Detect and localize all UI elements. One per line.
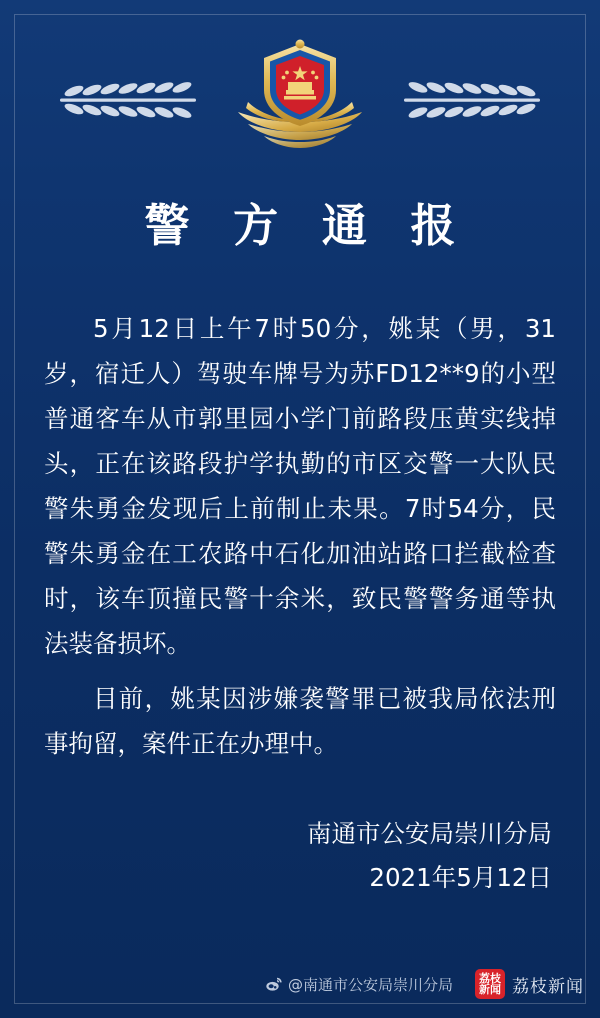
brand-logo [475, 969, 584, 999]
poster-footer [0, 958, 600, 1010]
wheat-decoration-left [48, 78, 208, 122]
poster-header [0, 0, 600, 175]
police-badge-icon [230, 36, 370, 156]
notice-paragraph-2: 目前，姚某因涉嫌袭警罪已被我局依法刑事拘留，案件正在办理中。 [44, 684, 556, 758]
brand-mark-line1: 荔枝 [479, 972, 501, 985]
notice-body [44, 306, 556, 766]
weibo-icon [265, 975, 283, 993]
brand-mark-line2: 新闻 [479, 983, 501, 996]
weibo-account [265, 974, 453, 995]
signature-block [0, 812, 552, 900]
notice-paragraph-1: 5月12日上午7时50分，姚某（男，31岁，宿迁人）驾驶车牌号为苏FD12**9的小型普通客车从市郭里园小学门前路段压黄实线掉头，正在该路段护学执勤的市区交警一大队民警朱勇金发现后上前制止未果。7时54分，民警朱勇金在工农路中石化加油站路口拦截检查时，该车顶撞民警十余米，致民警警务通等执法装备损坏。 [44, 314, 556, 658]
brand-mark-icon [475, 969, 505, 999]
page-title: 警 方 通 报 [144, 199, 470, 252]
wheat-decoration-right [392, 78, 552, 122]
weibo-handle-text: @南通市公安局崇川分局 [287, 975, 453, 994]
signature-issuer: 南通市公安局崇川分局 [307, 819, 552, 848]
signature-date: 2021年5月12日 [369, 863, 552, 892]
brand-name-text: 荔枝新闻 [512, 976, 584, 997]
